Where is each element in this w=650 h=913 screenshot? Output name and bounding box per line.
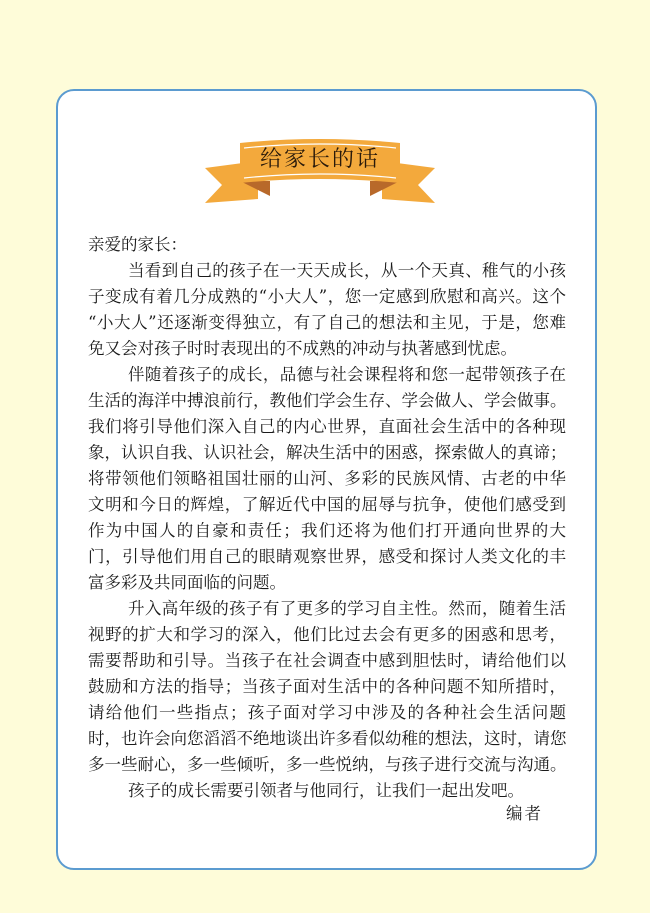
paragraph xyxy=(88,778,566,804)
paragraph-line: 富多彩及共同面临的问题。 xyxy=(88,573,286,592)
page-title: 给家长的话 xyxy=(259,147,380,172)
paragraph xyxy=(88,362,566,596)
paragraph-line: 作为中国人的自豪和责任；我们还将为他们打开通向世界的大 xyxy=(88,521,566,540)
signature: 编者 xyxy=(506,804,543,823)
paragraph xyxy=(88,258,566,362)
paragraph-line: 门，引导他们用自己的眼睛观察世界，感受和探讨人类文化的丰 xyxy=(88,547,566,566)
letter-body xyxy=(88,232,566,804)
paragraph-line: “小大人”还逐渐变得独立，有了自己的想法和主见，于是，您难 xyxy=(88,313,566,332)
paragraph-line: 免又会对孩子时时表现出的不成熟的冲动与执著感到忧虑。 xyxy=(88,339,517,358)
paragraph-line: 升入高年级的孩子有了更多的学习自主性。然而，随着生活 xyxy=(128,599,566,618)
paragraph-line: 视野的扩大和学习的深入，他们比过去会有更多的困惑和思考， xyxy=(88,625,566,644)
paragraph-line: 需要帮助和引导。当孩子在社会调查中感到胆怯时，请给他们以 xyxy=(88,651,566,670)
paragraph xyxy=(88,596,566,778)
paragraph-line: 生活的海洋中搏浪前行，教他们学会生存、学会做人、学会做事。 xyxy=(88,391,567,410)
paragraph-line: 孩子的成长需要引领者与他同行，让我们一起出发吧。 xyxy=(128,781,524,800)
paragraph-line: 文明和今日的辉煌，了解近代中国的屈辱与抗争，使他们感受到 xyxy=(88,495,566,514)
paragraph-line: 时，也许会向您滔滔不绝地谈出许多看似幼稚的想法，这时，请您 xyxy=(88,729,567,748)
paragraph-line: 多一些耐心，多一些倾听，多一些悦纳，与孩子进行交流与沟通。 xyxy=(88,755,567,774)
paragraph-line: 鼓励和方法的指导；当孩子面对生活中的各种问题不知所措时， xyxy=(88,677,566,696)
paragraph-line: 伴随着孩子的成长，品德与社会课程将和您一起带领孩子在 xyxy=(128,365,566,384)
paragraph-line: 我们将引导他们深入自己的内心世界，直面社会生活中的各种现 xyxy=(88,417,566,436)
paragraph-line: 子变成有着几分成熟的“小大人”，您一定感到欣慰和高兴。这个 xyxy=(88,287,566,306)
paragraph-line: 象，认识自我、认识社会，解决生活中的困惑，探索做人的真谛； xyxy=(88,443,567,462)
paragraph-line: 请给他们一些指点；孩子面对学习中涉及的各种社会生活问题 xyxy=(88,703,566,722)
title-banner xyxy=(200,133,440,203)
paragraph-line: 当看到自己的孩子在一天天成长，从一个天真、稚气的小孩 xyxy=(128,261,566,280)
paragraph-line: 将带领他们领略祖国壮丽的山河、多彩的民族风情、古老的中华 xyxy=(88,469,566,488)
greeting: 亲爱的家长： xyxy=(88,235,187,254)
